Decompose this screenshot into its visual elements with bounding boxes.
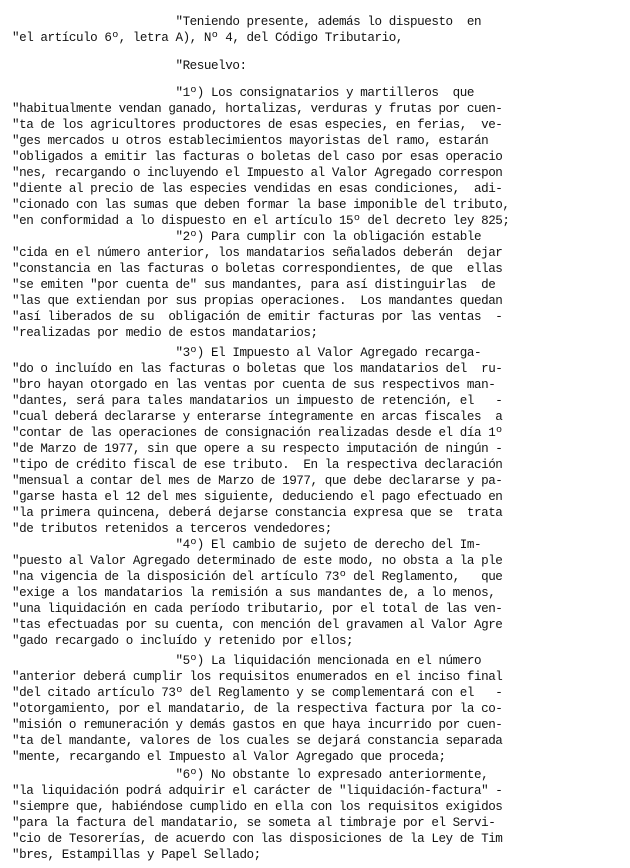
paragraph-line: "habitualmente vendan ganado, hortalizas, verduras y frutas por cuen- (12, 102, 503, 116)
paragraph-line: "exige a los mandatarios la remisión a sus mandantes de, a lo menos, (12, 586, 496, 600)
paragraph-line: "así liberados de su obligación de emitir facturas por las ventas - (12, 310, 503, 324)
paragraph-line: "tipo de crédito fiscal de ese tributo. En la respectiva declaración (12, 458, 503, 472)
paragraph-line: "nes, recargando o incluyendo el Impuesto al Valor Agregado correspon (12, 166, 503, 180)
paragraph-line: "las que extiendan por sus propias operaciones. Los mandantes quedan (12, 294, 503, 308)
resuelvo-heading: "Resuelvo: (12, 59, 247, 73)
paragraph-line: "garse hasta el 12 del mes siguiente, deduciendo el pago efectuado en (12, 490, 503, 504)
paragraph-line: "dantes, será para tales mandatarios un impuesto de retención, el - (12, 394, 503, 408)
paragraph-line: "se emiten "por cuenta de" sus mandantes, para así distinguirlas de (12, 278, 496, 292)
paragraph-line: "1º) Los consignatarios y martilleros que (12, 86, 474, 100)
paragraph-line: "para la factura del mandatario, se someta al timbraje por el Servi- (12, 816, 496, 830)
paragraph-line: "realizadas por medio de estos mandatarios; (12, 326, 318, 340)
paragraph-line: "cionado con las sumas que deben formar la base imponible del tributo, (12, 198, 510, 212)
paragraph-line: "gado recargado o incluído y retenido por ellos; (12, 634, 354, 648)
paragraph-line: "del citado artículo 73º del Reglamento y se complementará con el - (12, 686, 503, 700)
paragraph-line: "bro hayan otorgado en las ventas por cuenta de sus respectivos man- (12, 378, 496, 392)
paragraph-line: "constancia en las facturas o boletas correspondientes, de que ellas (12, 262, 503, 276)
paragraph-line: "6º) No obstante lo expresado anteriormente, (12, 768, 489, 782)
paragraph-line: "contar de las operaciones de consignación realizadas desde el día 1º (12, 426, 503, 440)
paragraph-line: "ges mercados u otros establecimientos mayoristas del ramo, estarán (12, 134, 489, 148)
paragraph-line: "4º) El cambio de sujeto de derecho del Im- (12, 538, 482, 552)
paragraph-line: "cida en el número anterior, los mandatarios señalados deberán dejar (12, 246, 503, 260)
paragraph-line: "ta del mandante, valores de los cuales se dejará constancia separada (12, 734, 503, 748)
paragraph-line: "tas efectuadas por su cuenta, con mención del gravamen al Valor Agre (12, 618, 503, 632)
paragraph-line: "puesto al Valor Agregado determinado de este modo, no obsta a la ple (12, 554, 503, 568)
paragraph-line: "misión o remuneración y demás gastos en que haya incurrido por cuen- (12, 718, 503, 732)
paragraph-line: "5º) La liquidación mencionada en el número (12, 654, 482, 668)
paragraph-line: "cual deberá declararse y enterarse íntegramente en arcas fiscales a (12, 410, 503, 424)
paragraph-line: "de tributos retenidos a terceros vendedores; (12, 522, 332, 536)
paragraph-line: "anterior deberá cumplir los requisitos enumerados en el inciso final (12, 670, 503, 684)
paragraph-line: "siempre que, habiéndose cumplido en ella con los requisitos exigidos (12, 800, 503, 814)
paragraph-line: "3º) El Impuesto al Valor Agregado recarga- (12, 346, 482, 360)
paragraph-line: "cio de Tesorerías, de acuerdo con las disposiciones de la Ley de Tim (12, 832, 503, 846)
paragraph-line: "la liquidación podrá adquirir el carácter de "liquidación-factura" - (12, 784, 503, 798)
paragraph-line: "diente al precio de las especies vendidas en esas condiciones, adi- (12, 182, 503, 196)
paragraph-line: "obligados a emitir las facturas o boletas del caso por esas operacio (12, 150, 503, 164)
intro-line: "Teniendo presente, además lo dispuesto en (12, 15, 482, 29)
paragraph-line: "2º) Para cumplir con la obligación estable (12, 230, 482, 244)
paragraph-line: "la primera quincena, deberá dejarse constancia expresa que se trata (12, 506, 503, 520)
paragraph-line: "bres, Estampillas y Papel Sellado; (12, 848, 261, 862)
intro-line: "el artículo 6º, letra A), Nº 4, del Código Tributario, (12, 31, 403, 45)
paragraph-line: "otorgamiento, por el mandatario, de la respectiva factura por la co- (12, 702, 503, 716)
paragraph-line: "ta de los agricultores productores de esas especies, en ferias, ve- (12, 118, 503, 132)
paragraph-line: "en conformidad a lo dispuesto en el artículo 15º del decreto ley 825; (12, 214, 510, 228)
paragraph-line: "mensual a contar del mes de Marzo de 1977, que debe declararse y pa- (12, 474, 503, 488)
paragraph-line: "de Marzo de 1977, sin que opere a su respecto imputación de ningún - (12, 442, 503, 456)
paragraph-line: "una liquidación en cada período tributario, por el total de las ven- (12, 602, 503, 616)
paragraph-line: "do o incluído en las facturas o boletas que los mandatarios del ru- (12, 362, 503, 376)
paragraph-line: "mente, recargando el Impuesto al Valor Agregado que proceda; (12, 750, 446, 764)
paragraph-line: "na vigencia de la disposición del artículo 73º del Reglamento, que (12, 570, 503, 584)
